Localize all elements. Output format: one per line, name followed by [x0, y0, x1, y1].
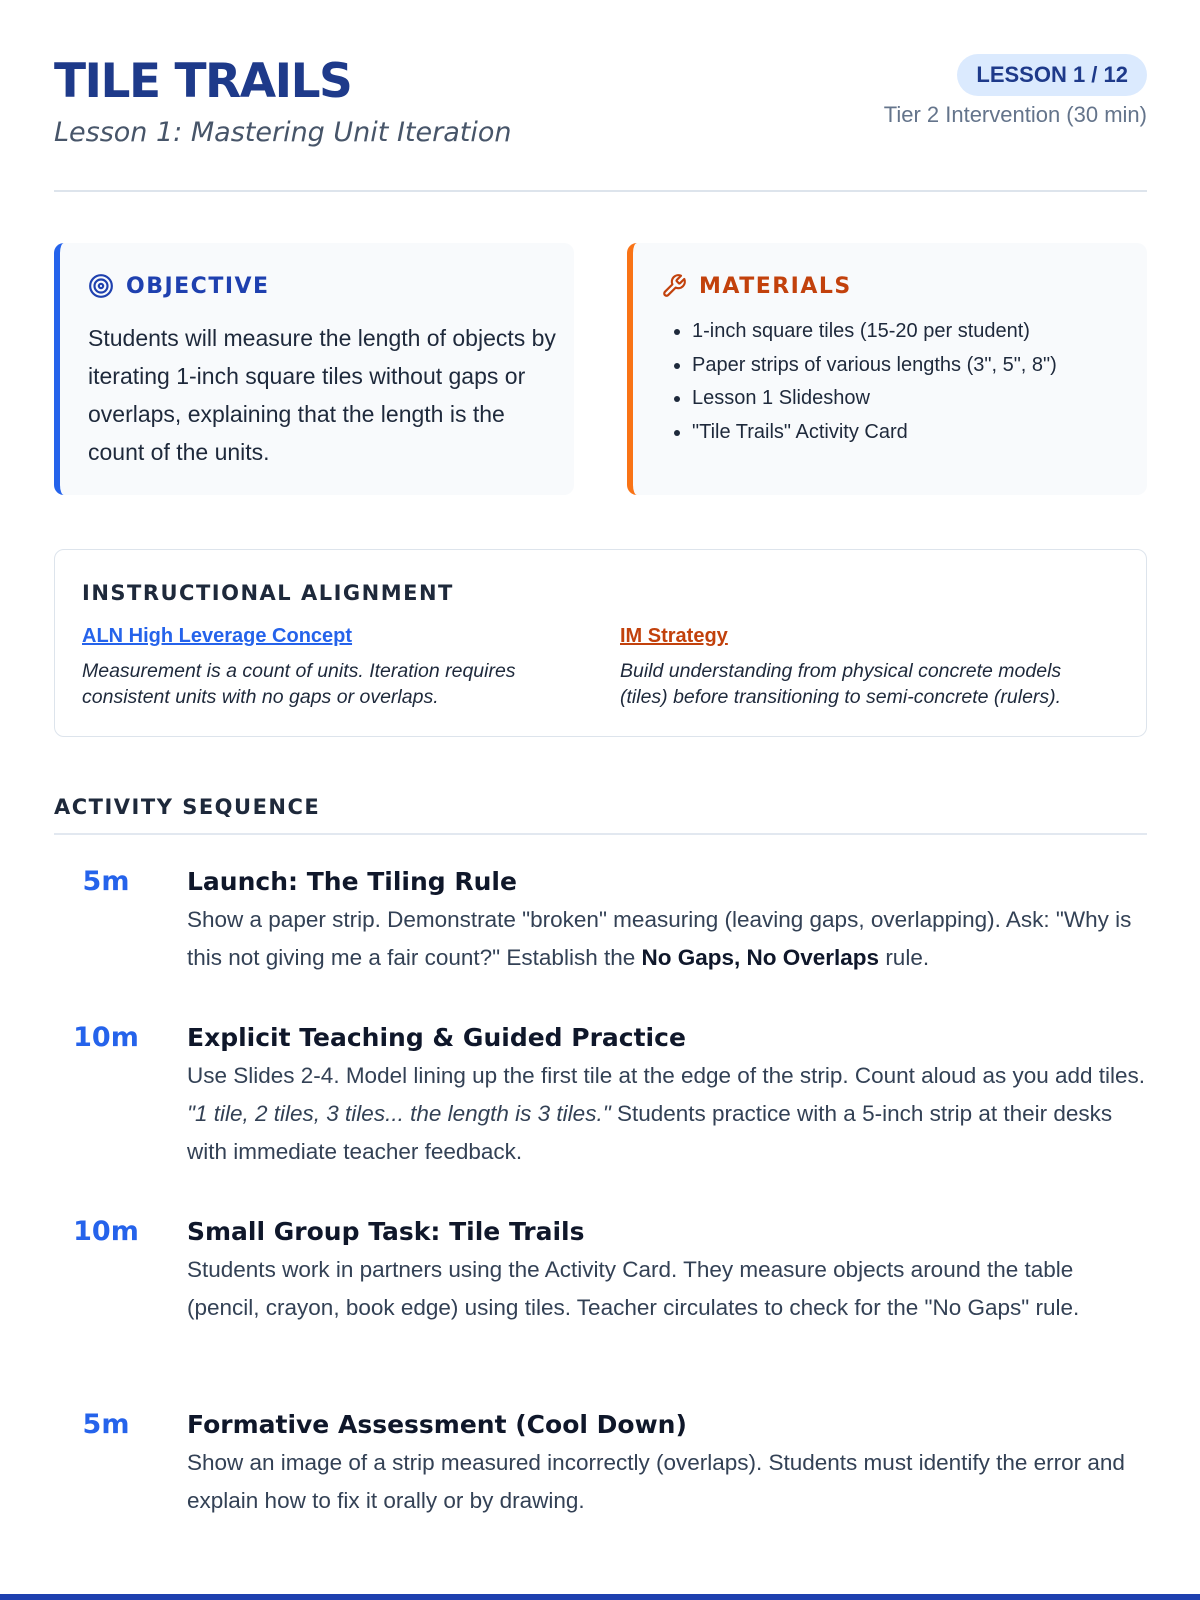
activity-time: 5m: [82, 866, 130, 897]
activity-desc: Show an image of a strip measured incorrectly (overlaps). Students must identify the error and explain how to fix it orally or by drawing.: [187, 1450, 1125, 1513]
activity-time: 5m: [82, 1409, 130, 1440]
list-item: • Lesson 1 Slideshow: [692, 382, 1162, 416]
activity-desc-quote: "1 tile, 2 tiles, 3 tiles... the length is 3 tiles.": [187, 1101, 611, 1126]
sequence-header: [54, 795, 1147, 835]
activity-desc-text: rule.: [879, 945, 930, 970]
info-cards: [54, 243, 1147, 495]
activity-desc: [187, 1057, 1147, 1171]
materials-card: [627, 243, 1147, 495]
list-item: • "Tile Trails" Activity Card: [692, 416, 1162, 450]
aln-concept-text: Measurement is a count of units. Iteration requires consistent units with no gaps or overlaps.: [82, 660, 516, 708]
im-strategy: [620, 625, 1110, 710]
list-item: • Paper strips of various lengths (3", 5", 8"): [692, 349, 1162, 383]
activity-desc: Students work in partners using the Activity Card. They measure objects around the table (pencil, crayon, book edge) using tiles. Teacher circulates to check for the "No Gaps" rule.: [187, 1257, 1080, 1320]
activity-desc-text: Show a paper strip. Demonstrate "broken" measuring (leaving gaps, overlapping). Ask: "Why is this not giving me a fair count?" Establish the: [187, 907, 1132, 970]
activity-title: Launch: The Tiling Rule: [187, 867, 517, 896]
activity-title: Explicit Teaching & Guided Practice: [187, 1023, 686, 1052]
page-subtitle: Lesson 1: Mastering Unit Iteration: [54, 117, 512, 148]
objective-text: Students will measure the length of objects by iterating 1-inch square tiles without gaps or overlaps, explaining that the length is the count of the units.: [88, 325, 556, 465]
activity-desc-text: Use Slides 2-4. Model lining up the first tile at the edge of the strip. Count aloud as you add tiles.: [187, 1063, 1146, 1088]
footer-bar: [0, 1594, 1200, 1600]
materials-header: [661, 271, 852, 301]
im-strategy-text: Build understanding from physical concrete models (tiles) before transitioning to semi-concrete (rulers).: [620, 660, 1062, 708]
sequence-title: ACTIVITY SEQUENCE: [54, 795, 321, 819]
activity-body: [187, 1409, 1147, 1520]
target-icon: [88, 273, 114, 299]
activity-time: 10m: [73, 1022, 139, 1053]
activity-time: 10m: [73, 1216, 139, 1247]
objective-title: OBJECTIVE: [126, 273, 270, 299]
activity-title: Formative Assessment (Cool Down): [187, 1410, 687, 1439]
activity-body: [187, 1022, 1147, 1171]
wrench-icon: [661, 273, 687, 299]
activity-title: Small Group Task: Tile Trails: [187, 1217, 585, 1246]
objective-header: [88, 271, 270, 301]
activity-desc-bold: No Gaps, No Overlaps: [641, 945, 880, 970]
list-item: • 1-inch square tiles (15-20 per student): [692, 315, 1162, 349]
page-title: TILE TRAILS: [54, 54, 352, 109]
lesson-page: [54, 0, 1147, 1513]
lesson-badge: LESSON 1 / 12: [957, 54, 1147, 96]
materials-title: MATERIALS: [699, 273, 852, 299]
tier-label: Tier 2 Intervention (30 min): [883, 102, 1147, 127]
materials-list: [661, 315, 1162, 449]
activity-desc-text: Students practice with a 5-inch strip at their desks with immediate teacher feedback.: [187, 1101, 1113, 1164]
alignment-box: [54, 549, 1147, 737]
activity-desc: [187, 901, 1147, 977]
aln-concept: [82, 625, 572, 710]
lesson-header: [54, 0, 1147, 192]
activity-body: [187, 1216, 1147, 1327]
objective-card: [54, 243, 574, 495]
im-strategy-link[interactable]: IM Strategy: [620, 625, 728, 647]
aln-concept-link[interactable]: ALN High Leverage Concept: [82, 625, 353, 647]
activity-body: [187, 866, 1147, 977]
alignment-title: INSTRUCTIONAL ALIGNMENT: [82, 581, 454, 605]
